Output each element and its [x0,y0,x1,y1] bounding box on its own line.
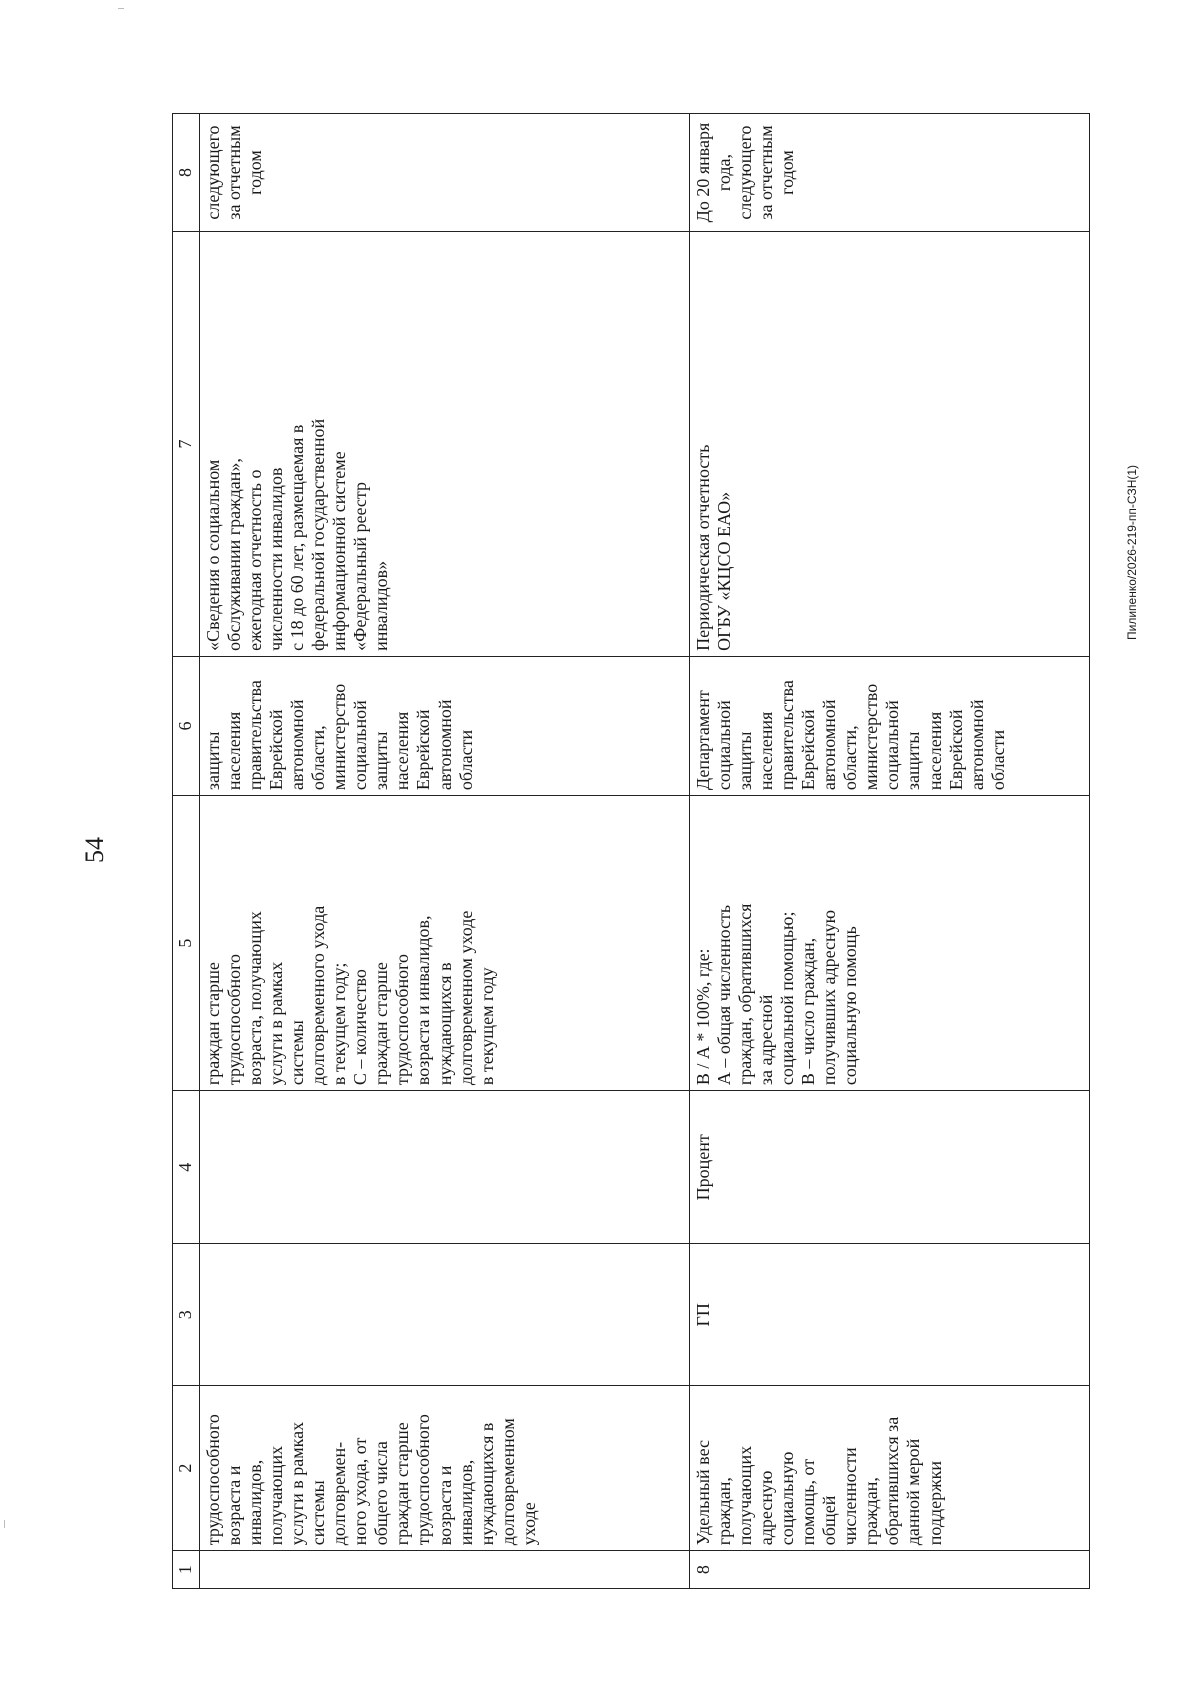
cell-text-line: системы [287,1020,308,1086]
cell-text-line: Департамент [693,690,713,791]
cell-text-line: годом [777,150,798,195]
cell-text-line: С – количество [350,969,371,1086]
cell-text-line: получающих [266,1445,287,1546]
cell-text-line: нуждающихся в [434,962,455,1086]
cell-text-line: населения [224,711,245,791]
header-cell-2: 2 [173,1386,200,1551]
cell-text-line: численности инвалидов [266,467,287,651]
cell-text-line: граждан старше [371,962,392,1086]
cell-text-line: Удельный вес [693,1440,713,1546]
cell-text-line: Еврейской [413,709,434,791]
cell-text-line: возраста и [434,1465,455,1546]
cell-indicator-name [690,1386,1090,1551]
table-row-continued [200,114,690,1589]
cell-text-line: долговременном [497,1418,518,1546]
cell-text-line: инвалидов, [455,1459,476,1546]
cell-formula [690,796,1090,1091]
cell-unit: Процент [690,1091,1090,1244]
cell-text-line: получивших адресную [819,909,840,1086]
cell-text-line: трудоспособного [413,1414,434,1546]
cell-text-line: общей [819,1495,840,1546]
table-row-8 [690,114,1090,1589]
header-cell-4: 4 [173,1091,200,1244]
cell-text-line: возраста и [224,1465,245,1546]
cell-text-line: годом [245,150,266,195]
cell-text-line: обслуживании граждан», [224,458,245,651]
cell-text-line: До 20 января [693,122,713,223]
cell-text-line: Периодическая отчетность [693,444,713,651]
cell-text-line: адресную [756,1470,777,1546]
cell-text-line: защиты [371,731,392,791]
cell-text-line: инвалидов» [371,560,392,651]
cell-text-line: защиты [903,731,924,791]
cell-text-line: граждан старше [392,1422,413,1546]
cell-text-line: А – общая численность [714,904,735,1086]
cell-text-line: социальную помощь [840,926,861,1086]
cell-text-line: услуги в рамках [266,961,287,1086]
cell-text-line: с 18 до 60 лет, размещаемая в [287,424,308,651]
cell-text-line: автономной [966,699,987,791]
cell-text-line: возраста и инвалидов, [413,915,434,1086]
cell-text-line: автономной [287,699,308,791]
cell-text-line: следующего [735,125,756,220]
cell-deadline [690,114,1090,232]
cell-text-line: уходе [518,1502,539,1546]
table-frame [172,113,1090,1589]
cell-text-line: «Сведения о социальном [203,459,223,651]
document-id-stamp [1125,140,1145,640]
cell-text-line: возраста, получающих [245,911,266,1086]
cell-text-line: Еврейской [798,709,819,791]
cell-text-line: трудоспособного [392,953,413,1086]
header-row [173,114,200,1589]
document-id-text: Пилипенко/2026-219-пп-СЗН(1) [1125,464,1139,640]
scan-speck [118,8,124,9]
header-cell-3: 3 [173,1244,200,1386]
cell-text-line: Еврейской [945,709,966,791]
cell-text-line: социальной [714,700,735,791]
cell-text-line: за отчетным [224,125,245,220]
cell-text-line: правительства [245,680,266,791]
header-cell-7: 7 [173,232,200,657]
cell-number [200,1551,690,1589]
cell-number: 8 [690,1551,1090,1589]
cell-text-line: помощь, от [798,1458,819,1546]
cell-text-line: данной мерой [903,1438,924,1546]
cell-text-line: услуги в рамках [287,1421,308,1546]
cell-text-line: трудоспособного [203,1414,223,1546]
cell-text-line: автономной [434,699,455,791]
header-cell-5: 5 [173,796,200,1091]
cell-text-line: получающих [735,1445,756,1546]
cell-text-line: граждан, обратившихся [735,903,756,1086]
cell-text-line: долговременного ухода [308,905,329,1086]
cell-source [690,232,1090,657]
cell-text-line: социальной [350,700,371,791]
cell-text-line: долговременном уходе [455,910,476,1086]
cell-formula [200,796,690,1091]
cell-text-line: защиты [203,731,223,791]
cell-text-line: В – число граждан, [798,937,819,1086]
cell-text-line: общего числа [371,1441,392,1546]
cell-responsible [690,656,1090,795]
cell-text-line: численности [840,1447,861,1546]
cell-text-line: социальной помощью; [777,911,798,1086]
cell-text-line: граждан, [861,1477,882,1546]
cell-text-line: министерство [329,683,350,791]
cell-text-line: поддержки [924,1461,945,1546]
cell-text-line: за адресной [756,994,777,1086]
cell-text-line: «Федеральный реестр [350,482,371,651]
cell-text-line: ОГБУ «КЦСО ЕАО» [714,491,735,651]
cell-text-line: населения [756,711,777,791]
cell-text-line: области, [840,725,861,791]
cell-type [200,1244,690,1386]
cell-text-line: за отчетным [756,125,777,220]
header-cell-6: 6 [173,656,200,795]
cell-text-line: Еврейской [266,709,287,791]
cell-text-line: обратившихся за [882,1416,903,1546]
cell-text-line: области, [308,725,329,791]
cell-deadline [200,114,690,232]
cell-text-line: области [455,729,476,791]
scan-speck [4,1520,5,1528]
cell-type: ГП [690,1244,1090,1386]
cell-text-line: года, [714,153,735,192]
page-number: 54 [80,837,109,863]
cell-source [200,232,690,657]
cell-text-line: социальной [882,700,903,791]
cell-text-line: населения [924,711,945,791]
cell-text-line: В / А * 100%, где: [693,948,713,1086]
header-cell-8: 8 [173,114,200,232]
cell-text-line: граждан, [714,1477,735,1546]
cell-text-line: министерство [861,683,882,791]
cell-text-line: социальную [777,1451,798,1546]
cell-text-line: информационной системе [329,451,350,651]
cell-text-line: правительства [777,680,798,791]
cell-text-line: инвалидов, [245,1459,266,1546]
cell-unit [200,1091,690,1244]
cell-text-line: нуждающихся в [476,1422,497,1546]
cell-responsible [200,656,690,795]
cell-text-line: ежегодная отчетность о [245,469,266,651]
cell-text-line: населения [392,711,413,791]
cell-text-line: в текущем году; [329,962,350,1086]
cell-text-line: автономной [819,699,840,791]
cell-text-line: следующего [203,125,223,220]
cell-text-line: системы [308,1480,329,1546]
cell-text-line: граждан старше [203,962,223,1086]
cell-text-line: долговремен- [329,1441,350,1546]
cell-text-line: трудоспособного [224,953,245,1086]
cell-text-line: в текущем году [476,967,497,1086]
cell-text-line: области [987,729,1008,791]
cell-text-line: защиты [735,731,756,791]
indicators-table [172,113,1090,1589]
cell-indicator-name [200,1386,690,1551]
cell-text-line: федеральной государственной [308,418,329,651]
rotated-table-container [172,113,1090,1589]
header-cell-1: 1 [173,1551,200,1589]
cell-text-line: ного ухода, от [350,1437,371,1546]
